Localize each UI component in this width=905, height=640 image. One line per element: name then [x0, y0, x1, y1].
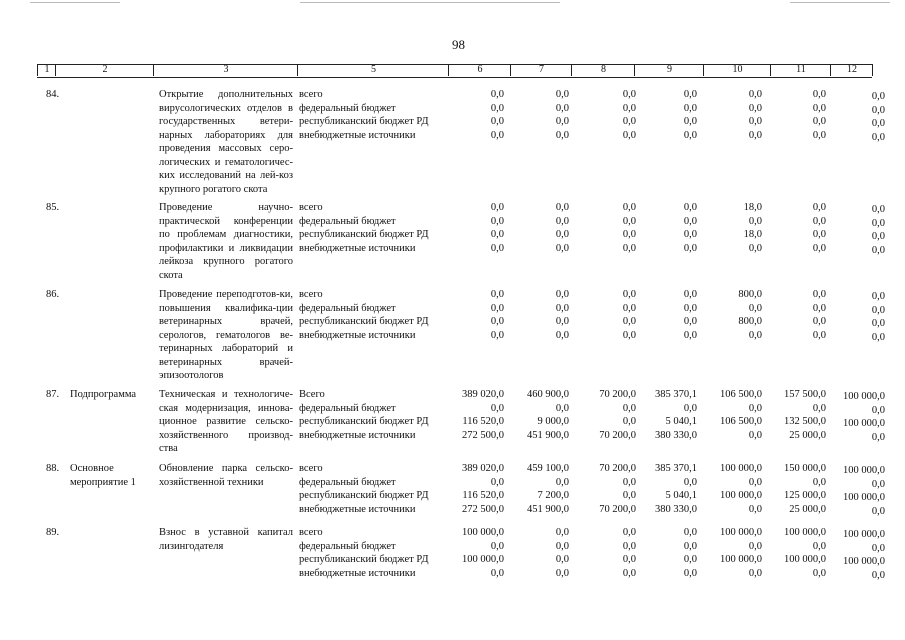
- header-border: [872, 64, 873, 76]
- value-column: [491, 88, 504, 142]
- value-cell: 70 200,0: [599, 389, 636, 400]
- value-cell: 0,0: [683, 476, 697, 488]
- funding-source: федеральный бюджет: [299, 302, 396, 314]
- funding-source: внебюджетные источники: [299, 503, 416, 515]
- value-column: [655, 462, 697, 516]
- value-cell: 0,0: [748, 540, 762, 552]
- value-cell: 0,0: [555, 129, 569, 141]
- value-cell: 0,0: [812, 202, 826, 213]
- value-cell: 0,0: [871, 104, 885, 116]
- value-cell: 0,0: [683, 540, 697, 552]
- value-cell: 0,0: [622, 567, 636, 579]
- value-cell: 800,0: [738, 289, 762, 300]
- value-cell: 125 000,0: [784, 490, 826, 501]
- funding-source: республиканский бюджет РД: [299, 554, 429, 565]
- value-cell: 0,0: [490, 540, 504, 552]
- value-cell: 0,0: [555, 242, 569, 254]
- value-cell: 0,0: [490, 316, 504, 327]
- header-cell: 9: [634, 64, 704, 76]
- funding-sources: [299, 88, 449, 142]
- header-cell: 3: [153, 64, 298, 76]
- value-cell: 0,0: [683, 215, 697, 227]
- funding-sources: [299, 201, 449, 255]
- value-cell: 0,0: [555, 476, 569, 488]
- value-cell: 0,0: [748, 429, 762, 441]
- funding-sources: [299, 526, 449, 580]
- value-cell: 132 500,0: [784, 416, 826, 427]
- value-cell: 116 520,0: [462, 416, 504, 427]
- value-cell: 100 000,0: [784, 554, 826, 565]
- value-cell: 0,0: [871, 291, 885, 302]
- value-cell: 0,0: [748, 116, 762, 127]
- value-cell: 0,0: [683, 302, 697, 314]
- value-cell: 0,0: [555, 289, 569, 300]
- value-cell: 106 500,0: [720, 416, 762, 427]
- value-cell: 0,0: [812, 289, 826, 300]
- funding-source: федеральный бюджет: [299, 215, 396, 227]
- value-column: [655, 388, 697, 442]
- value-cell: 0,0: [683, 242, 697, 254]
- value-cell: 0,0: [490, 329, 504, 341]
- row-number: 89.: [46, 527, 60, 538]
- value-cell: 0,0: [812, 567, 826, 579]
- value-column: [462, 388, 504, 442]
- value-cell: 0,0: [871, 231, 885, 242]
- value-column: [623, 288, 636, 342]
- row-category: Подпрограмма: [70, 389, 137, 400]
- header-cell: 7: [510, 64, 572, 76]
- value-cell: 389 020,0: [462, 389, 504, 400]
- row-description: Открытие дополнительных вирусологических отделов в государственных ветери-нарных лабораториях для проведения массовых серо-логических и гематологичес-ких исследований на лей-коз крупного рогатого скота: [159, 89, 293, 195]
- value-column: [872, 203, 885, 257]
- value-cell: 0,0: [490, 476, 504, 488]
- value-column: [720, 388, 762, 442]
- value-cell: 0,0: [748, 503, 762, 515]
- row-number: 88.: [46, 463, 60, 474]
- value-cell: 0,0: [683, 116, 697, 127]
- value-column: [623, 88, 636, 142]
- value-cell: 0,0: [555, 540, 569, 552]
- value-cell: 150 000,0: [784, 463, 826, 474]
- value-cell: 385 370,1: [655, 389, 697, 400]
- row-number: 84.: [46, 89, 60, 100]
- value-cell: 380 330,0: [655, 429, 697, 441]
- value-cell: 25 000,0: [789, 503, 826, 515]
- value-cell: 0,0: [812, 89, 826, 100]
- value-cell: 0,0: [490, 102, 504, 114]
- row-category: Основное мероприятие 1: [70, 463, 136, 488]
- value-cell: 0,0: [748, 402, 762, 414]
- funding-sources: [299, 288, 449, 342]
- header-cell: 6: [448, 64, 511, 76]
- value-cell: 389 020,0: [462, 463, 504, 474]
- value-cell: 451 900,0: [527, 503, 569, 515]
- value-column: [813, 201, 826, 255]
- value-cell: 0,0: [683, 402, 697, 414]
- value-cell: 0,0: [871, 505, 885, 517]
- value-cell: 0,0: [490, 89, 504, 100]
- header-cell: 10: [703, 64, 771, 76]
- value-cell: 0,0: [871, 217, 885, 229]
- header-cell: 8: [571, 64, 635, 76]
- value-cell: 70 200,0: [599, 463, 636, 474]
- value-column: [749, 88, 762, 142]
- funding-source: всего: [299, 89, 323, 100]
- value-column: [556, 88, 569, 142]
- value-cell: 0,0: [622, 129, 636, 141]
- value-cell: 0,0: [622, 416, 636, 427]
- value-cell: 0,0: [622, 242, 636, 254]
- value-cell: 0,0: [683, 289, 697, 300]
- header-cell: 2: [55, 64, 154, 76]
- value-cell: 0,0: [812, 129, 826, 141]
- value-cell: 0,0: [490, 129, 504, 141]
- value-cell: 0,0: [555, 215, 569, 227]
- header-cell: 12: [830, 64, 873, 76]
- value-cell: 0,0: [490, 302, 504, 314]
- value-cell: 0,0: [490, 567, 504, 579]
- value-column: [684, 88, 697, 142]
- value-column: [527, 462, 569, 516]
- value-cell: 0,0: [683, 554, 697, 565]
- value-cell: 0,0: [871, 91, 885, 102]
- value-cell: 70 200,0: [599, 503, 636, 515]
- value-cell: 0,0: [812, 229, 826, 240]
- value-cell: 0,0: [490, 215, 504, 227]
- value-column: [556, 526, 569, 580]
- value-column: [462, 462, 504, 516]
- value-cell: 100 000,0: [784, 527, 826, 538]
- value-cell: 0,0: [812, 316, 826, 327]
- value-cell: 0,0: [871, 331, 885, 343]
- value-cell: 0,0: [812, 476, 826, 488]
- value-cell: 0,0: [622, 329, 636, 341]
- value-column: [843, 390, 885, 444]
- value-column: [527, 388, 569, 442]
- funding-sources: [299, 462, 449, 516]
- value-cell: 0,0: [748, 302, 762, 314]
- value-cell: 116 520,0: [462, 490, 504, 501]
- value-column: [623, 201, 636, 255]
- funding-source: внебюджетные источники: [299, 242, 416, 254]
- funding-source: республиканский бюджет РД: [299, 416, 429, 427]
- row-description: Проведение переподготов-ки, повышения квалифика-ции ветеринарных врачей, серологов, гематологов ве-теринарных лабораторий и ветеринарных врачей-эпизоотологов: [159, 289, 293, 381]
- value-cell: 0,0: [622, 289, 636, 300]
- value-cell: 7 200,0: [537, 490, 569, 501]
- value-cell: 0,0: [555, 102, 569, 114]
- value-column: [556, 201, 569, 255]
- value-column: [462, 526, 504, 580]
- value-cell: 0,0: [871, 569, 885, 581]
- value-cell: 0,0: [555, 329, 569, 341]
- value-cell: 0,0: [622, 215, 636, 227]
- value-cell: 0,0: [490, 202, 504, 213]
- value-cell: 0,0: [622, 490, 636, 501]
- value-column: [720, 462, 762, 516]
- value-cell: 800,0: [738, 316, 762, 327]
- value-cell: 100 000,0: [462, 527, 504, 538]
- value-cell: 0,0: [683, 102, 697, 114]
- value-cell: 0,0: [683, 316, 697, 327]
- value-cell: 25 000,0: [789, 429, 826, 441]
- scan-artifact-line: [790, 2, 890, 3]
- value-cell: 157 500,0: [784, 389, 826, 400]
- value-cell: 272 500,0: [462, 503, 504, 515]
- value-cell: 100 000,0: [462, 554, 504, 565]
- value-column: [684, 201, 697, 255]
- funding-source: федеральный бюджет: [299, 102, 396, 114]
- funding-sources: [299, 388, 449, 442]
- value-cell: 0,0: [812, 329, 826, 341]
- value-column: [813, 88, 826, 142]
- funding-source: всего: [299, 463, 323, 474]
- value-cell: 0,0: [555, 302, 569, 314]
- value-cell: 0,0: [871, 204, 885, 215]
- value-cell: 0,0: [748, 476, 762, 488]
- value-cell: 451 900,0: [527, 429, 569, 441]
- value-cell: 0,0: [748, 89, 762, 100]
- value-cell: 100 000,0: [720, 554, 762, 565]
- value-cell: 0,0: [748, 102, 762, 114]
- value-cell: 0,0: [748, 129, 762, 141]
- value-cell: 0,0: [871, 131, 885, 143]
- funding-source: республиканский бюджет РД: [299, 490, 429, 501]
- value-column: [684, 288, 697, 342]
- value-cell: 0,0: [555, 316, 569, 327]
- funding-source: федеральный бюджет: [299, 476, 396, 488]
- funding-source: республиканский бюджет РД: [299, 116, 429, 127]
- value-cell: 385 370,1: [655, 463, 697, 474]
- value-cell: 0,0: [812, 215, 826, 227]
- row-number: 87.: [46, 389, 60, 400]
- row-number: 85.: [46, 202, 60, 213]
- funding-source: всего: [299, 202, 323, 213]
- value-cell: 0,0: [683, 329, 697, 341]
- value-column: [813, 288, 826, 342]
- value-cell: 100 000,0: [720, 527, 762, 538]
- row-description: Проведение научно-практической конференции по проблемам диагностики, профилактики и ликвидации лейкоза крупного рогатого скота: [159, 202, 293, 281]
- scan-artifact-line: [30, 2, 120, 3]
- value-cell: 100 000,0: [720, 463, 762, 474]
- value-cell: 0,0: [490, 402, 504, 414]
- value-cell: 100 000,0: [720, 490, 762, 501]
- value-cell: 0,0: [622, 102, 636, 114]
- value-column: [623, 526, 636, 580]
- value-cell: 0,0: [490, 289, 504, 300]
- funding-source: республиканский бюджет РД: [299, 316, 429, 327]
- value-cell: 0,0: [683, 567, 697, 579]
- funding-source: внебюджетные источники: [299, 567, 416, 579]
- value-cell: 0,0: [683, 527, 697, 538]
- value-cell: 18,0: [743, 202, 762, 213]
- value-column: [599, 462, 636, 516]
- value-cell: 0,0: [622, 476, 636, 488]
- value-cell: 0,0: [555, 402, 569, 414]
- value-cell: 380 330,0: [655, 503, 697, 515]
- funding-source: внебюджетные источники: [299, 129, 416, 141]
- page-number: 98: [452, 37, 465, 52]
- value-cell: 100 000,0: [843, 492, 885, 503]
- header-cell: 1: [37, 64, 56, 76]
- value-cell: 100 000,0: [843, 391, 885, 402]
- value-cell: 0,0: [871, 404, 885, 416]
- value-cell: 0,0: [871, 318, 885, 329]
- value-cell: 0,0: [555, 527, 569, 538]
- value-column: [843, 528, 885, 582]
- row-description: Техническая и технологиче-ская модернизация, иннова-ционное развитие сельско-хозяйственного производ-ства: [159, 389, 293, 454]
- value-column: [784, 388, 826, 442]
- value-cell: 106 500,0: [720, 389, 762, 400]
- value-cell: 0,0: [555, 116, 569, 127]
- value-cell: 272 500,0: [462, 429, 504, 441]
- value-column: [784, 526, 826, 580]
- value-cell: 0,0: [622, 527, 636, 538]
- row-description: Обновление парка сельско-хозяйственной техники: [159, 463, 293, 488]
- value-cell: 0,0: [871, 118, 885, 129]
- value-cell: 0,0: [622, 89, 636, 100]
- header-cell: 5: [297, 64, 449, 76]
- value-column: [738, 288, 762, 342]
- funding-source: всего: [299, 527, 323, 538]
- header-cell: 11: [770, 64, 831, 76]
- value-cell: 0,0: [555, 567, 569, 579]
- value-cell: 100 000,0: [843, 556, 885, 567]
- value-column: [684, 526, 697, 580]
- value-cell: 0,0: [622, 229, 636, 240]
- row-number: 86.: [46, 289, 60, 300]
- value-column: [556, 288, 569, 342]
- value-column: [843, 464, 885, 518]
- value-cell: 0,0: [748, 329, 762, 341]
- value-cell: 0,0: [812, 402, 826, 414]
- value-cell: 0,0: [555, 202, 569, 213]
- funding-source: внебюджетные источники: [299, 329, 416, 341]
- value-cell: 0,0: [871, 431, 885, 443]
- value-cell: 0,0: [812, 242, 826, 254]
- value-cell: 0,0: [812, 116, 826, 127]
- value-cell: 0,0: [622, 316, 636, 327]
- value-cell: 0,0: [622, 540, 636, 552]
- value-cell: 0,0: [871, 244, 885, 256]
- value-cell: 459 100,0: [527, 463, 569, 474]
- value-cell: 0,0: [683, 89, 697, 100]
- value-column: [744, 201, 762, 255]
- value-cell: 0,0: [555, 229, 569, 240]
- funding-source: федеральный бюджет: [299, 402, 396, 414]
- value-column: [872, 90, 885, 144]
- value-cell: 0,0: [812, 540, 826, 552]
- value-cell: 0,0: [812, 102, 826, 114]
- value-cell: 100 000,0: [843, 418, 885, 429]
- value-cell: 100 000,0: [843, 529, 885, 540]
- value-cell: 0,0: [683, 229, 697, 240]
- value-cell: 0,0: [812, 302, 826, 314]
- funding-source: Всего: [299, 389, 325, 400]
- value-cell: 5 040,1: [665, 416, 697, 427]
- value-cell: 0,0: [622, 402, 636, 414]
- value-column: [491, 288, 504, 342]
- value-column: [872, 290, 885, 344]
- value-cell: 0,0: [748, 567, 762, 579]
- value-cell: 460 900,0: [527, 389, 569, 400]
- value-cell: 0,0: [871, 542, 885, 554]
- value-cell: 0,0: [871, 304, 885, 316]
- value-cell: 0,0: [555, 554, 569, 565]
- value-cell: 0,0: [622, 202, 636, 213]
- value-cell: 0,0: [622, 554, 636, 565]
- value-cell: 0,0: [555, 89, 569, 100]
- value-cell: 0,0: [748, 215, 762, 227]
- funding-source: республиканский бюджет РД: [299, 229, 429, 240]
- value-cell: 0,0: [748, 242, 762, 254]
- value-column: [491, 201, 504, 255]
- scan-artifact-line: [300, 2, 560, 3]
- value-cell: 70 200,0: [599, 429, 636, 441]
- value-cell: 9 000,0: [537, 416, 569, 427]
- funding-source: внебюджетные источники: [299, 429, 416, 441]
- value-cell: 100 000,0: [843, 465, 885, 476]
- funding-source: всего: [299, 289, 323, 300]
- value-cell: 0,0: [622, 116, 636, 127]
- row-description: Взнос в уставной капитал лизингодателя: [159, 527, 293, 552]
- value-column: [784, 462, 826, 516]
- value-column: [599, 388, 636, 442]
- value-cell: 5 040,1: [665, 490, 697, 501]
- value-cell: 0,0: [683, 202, 697, 213]
- value-cell: 0,0: [490, 242, 504, 254]
- value-cell: 0,0: [871, 478, 885, 490]
- value-cell: 18,0: [743, 229, 762, 240]
- value-cell: 0,0: [683, 129, 697, 141]
- value-column: [720, 526, 762, 580]
- funding-source: федеральный бюджет: [299, 540, 396, 552]
- value-cell: 0,0: [490, 116, 504, 127]
- value-cell: 0,0: [622, 302, 636, 314]
- value-cell: 0,0: [490, 229, 504, 240]
